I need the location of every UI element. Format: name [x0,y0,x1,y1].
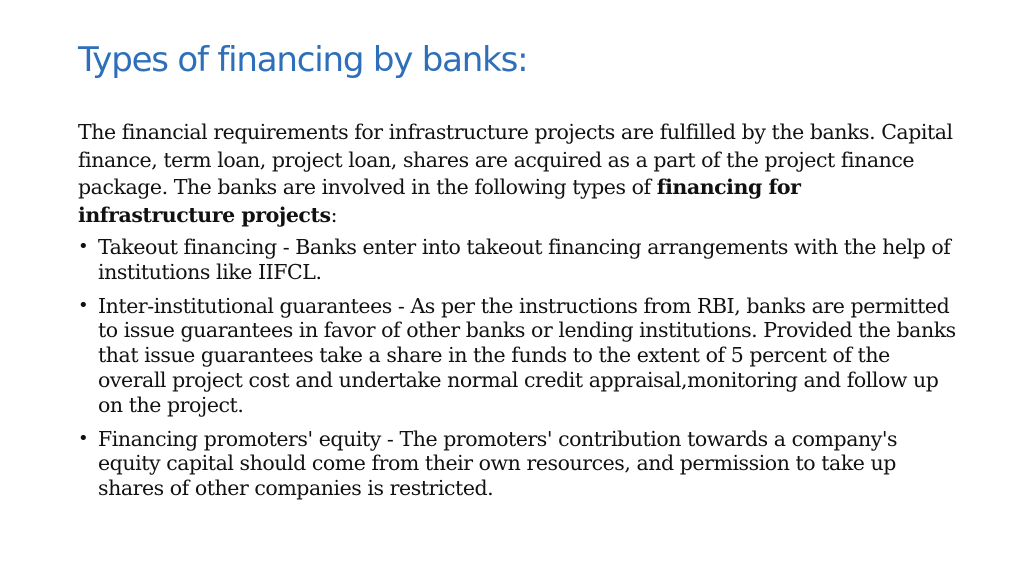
intro-bold-text: financing for infrastructure projects [78,175,801,227]
bullet-text: Takeout financing - Banks enter into takeout financing arrangements with the help of institutions like IIFCL. [98,235,951,284]
slide-title: Types of financing by banks: [78,40,528,80]
bullet-item-inter-institutional-guarantees [78,294,958,418]
bullet-text: Inter-institutional guarantees - As per the instructions from RBI, banks are permitted to issue guarantees in favor of other banks or lending institutions. Provided the banks that issue guarantees take a share in the funds to the extent of 5 percent of the overall project cost and undertake normal credit appraisal,monitoring and follow up on the project. [98,293,956,417]
bullet-dot-icon: • [78,294,89,316]
bullet-dot-icon: • [78,427,89,449]
slide-body [78,119,958,501]
bullet-text: Financing promoters' equity - The promoters' contribution towards a company's equity capital should come from their own resources, and permission to take up shares of other companies is restricted. [98,426,898,501]
bullet-list [78,235,958,501]
bullet-dot-icon: • [78,236,89,257]
bullet-item-financing-promoters-equity [78,427,958,501]
intro-text: The financial requirements for infrastructure projects are fulfilled by the banks. Capital finance, term loan, project loan, shares are acquired as a part of the project finance package. The banks are involved in the following types of [78,120,953,199]
bullet-item-takeout-financing [78,235,958,285]
intro-end-text: : [330,202,338,227]
intro-paragraph [78,119,958,229]
